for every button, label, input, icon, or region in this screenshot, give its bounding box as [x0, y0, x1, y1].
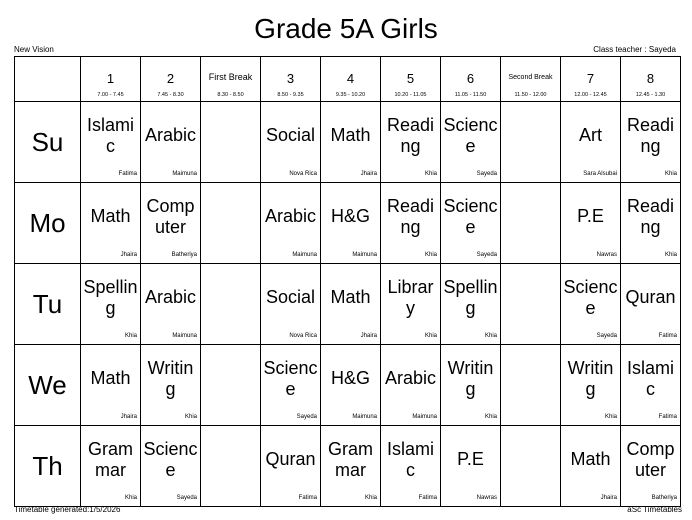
subject-name: Art: [578, 125, 602, 145]
subject-name: Spelling: [83, 276, 138, 318]
subject-name: Science: [443, 195, 498, 237]
period-number: 6: [466, 71, 475, 86]
lesson-cell: [561, 102, 621, 183]
lesson-cell: [321, 264, 381, 345]
subject-name: Social: [265, 287, 316, 307]
page-title: Grade 5A Girls: [254, 13, 438, 44]
teacher-name: Sayeda: [296, 414, 317, 420]
day-row: [15, 183, 681, 264]
school-name: New Vision: [14, 45, 54, 54]
teacher-name: Nawras: [596, 252, 617, 258]
lesson-cell: [441, 102, 501, 183]
break-cell: [201, 102, 261, 183]
lesson-cell: [81, 426, 141, 507]
generated-footer: Timetable generated:1/5/2026: [14, 505, 121, 514]
teacher-name: Sayeda: [596, 333, 617, 339]
teacher-name: Jhaira: [360, 171, 377, 177]
lesson-cell: [261, 183, 321, 264]
day-row: [15, 264, 681, 345]
subject-name: Reading: [386, 195, 435, 237]
teacher-name: Fatima: [298, 495, 317, 501]
subject-name: Science: [443, 114, 498, 156]
subject-name: Quran: [265, 449, 316, 469]
period-time: 12.45 - 1.30: [635, 92, 666, 98]
teacher-name: Maimuna: [352, 414, 377, 420]
lesson-cell: [81, 264, 141, 345]
lesson-cell: [261, 426, 321, 507]
break-cell: [501, 102, 561, 183]
break-cell: [201, 264, 261, 345]
lesson-cell: [321, 426, 381, 507]
subject-name: Arabic: [144, 125, 197, 145]
teacher-name: Maimuna: [172, 333, 197, 339]
lesson-cell: [321, 345, 381, 426]
teacher-name: Sara Alsubai: [583, 171, 617, 177]
teacher-name: Sayeda: [176, 495, 197, 501]
lesson-cell: [561, 264, 621, 345]
subject-name: Science: [143, 438, 198, 480]
lesson-cell: [621, 264, 681, 345]
lesson-cell: [381, 345, 441, 426]
break-cell: [201, 426, 261, 507]
lesson-cell: [141, 345, 201, 426]
lesson-cell: [441, 264, 501, 345]
subject-name: Science: [563, 276, 618, 318]
teacher-name: Nova Rica: [289, 333, 317, 339]
teacher-name: Fatima: [418, 495, 437, 501]
subject-name: Islamic: [386, 438, 434, 480]
subject-name: Quran: [625, 287, 676, 307]
lesson-cell: [141, 426, 201, 507]
teacher-name: Khia: [424, 171, 437, 177]
lesson-cell: [561, 426, 621, 507]
teacher-name: Jhaira: [360, 333, 377, 339]
teacher-name: Khia: [424, 252, 437, 258]
lesson-cell: [261, 264, 321, 345]
subject-name: Writing: [147, 357, 194, 399]
period-header: [321, 57, 381, 102]
period-header: [381, 57, 441, 102]
subject-name: Grammar: [328, 438, 373, 480]
period-time: 10.20 - 11.05: [394, 92, 427, 98]
period-header: [441, 57, 501, 102]
lesson-cell: [441, 426, 501, 507]
subject-name: Library: [387, 276, 434, 318]
lesson-cell: [441, 183, 501, 264]
subject-name: Science: [263, 357, 318, 399]
subject-name: Social: [265, 125, 316, 145]
teacher-name: Batheriya: [651, 495, 677, 501]
software-footer: aSc Timetables: [627, 505, 682, 514]
lesson-cell: [441, 345, 501, 426]
break-cell: [201, 183, 261, 264]
subject-name: Math: [570, 449, 611, 469]
lesson-cell: [621, 183, 681, 264]
lesson-cell: [261, 102, 321, 183]
teacher-name: Khia: [124, 333, 137, 339]
break-cell: [501, 426, 561, 507]
break-cell: [501, 183, 561, 264]
day-label: Tu: [15, 264, 81, 345]
subject-name: P.E: [457, 449, 484, 469]
subject-name: P.E: [577, 206, 604, 226]
subject-name: Computer: [146, 195, 195, 237]
period-number: 8: [646, 71, 655, 86]
teacher-name: Khia: [664, 171, 677, 177]
period-time: 11.05 - 11.50: [454, 92, 487, 98]
teacher-name: Khia: [124, 495, 137, 501]
teacher-name: Maimuna: [352, 252, 377, 258]
subject-name: H&G: [330, 206, 370, 226]
break-cell: [501, 264, 561, 345]
period-header: [561, 57, 621, 102]
teacher-name: Fatima: [658, 333, 677, 339]
subject-name: Spelling: [443, 276, 498, 318]
subject-name: H&G: [330, 368, 370, 388]
break-name: Second Break: [508, 74, 553, 81]
teacher-name: Fatima: [118, 171, 137, 177]
teacher-name: Khia: [664, 252, 677, 258]
subject-name: Math: [330, 125, 371, 145]
break-header: [501, 57, 561, 102]
period-time: 7.00 - 7.45: [97, 92, 124, 98]
period-number: 4: [346, 71, 355, 86]
lesson-cell: [81, 345, 141, 426]
break-cell: [201, 345, 261, 426]
lesson-cell: [621, 345, 681, 426]
teacher-name: Sayeda: [476, 252, 497, 258]
teacher-name: Jhaira: [600, 495, 617, 501]
class-teacher: Class teacher : Sayeda: [593, 45, 676, 54]
period-time: 7.45 - 8.30: [157, 92, 184, 98]
subject-name: Math: [90, 368, 131, 388]
subject-name: Writing: [567, 357, 614, 399]
period-header: [81, 57, 141, 102]
teacher-name: Batheriya: [171, 252, 197, 258]
period-header: [621, 57, 681, 102]
lesson-cell: [81, 183, 141, 264]
teacher-name: Khia: [364, 495, 377, 501]
period-header: [141, 57, 201, 102]
subject-name: Islamic: [86, 114, 134, 156]
period-number: 5: [406, 71, 415, 86]
subject-name: Grammar: [88, 438, 133, 480]
subject-name: Arabic: [264, 206, 317, 226]
lesson-cell: [321, 102, 381, 183]
period-time: 12.00 - 12.45: [574, 92, 607, 98]
corner-cell: [15, 57, 81, 102]
timetable-grid: [14, 56, 681, 507]
period-number: 1: [106, 71, 115, 86]
period-time: 8.30 - 8.50: [217, 92, 244, 98]
subject-name: Reading: [626, 114, 675, 156]
teacher-name: Fatima: [658, 414, 677, 420]
subject-name: Writing: [447, 357, 494, 399]
break-header: [201, 57, 261, 102]
teacher-name: Khia: [604, 414, 617, 420]
period-time: 11.50 - 12.00: [514, 92, 547, 98]
teacher-name: Jhaira: [120, 414, 137, 420]
day-label: Th: [15, 426, 81, 507]
subject-name: Reading: [386, 114, 435, 156]
lesson-cell: [561, 183, 621, 264]
day-label: Su: [15, 102, 81, 183]
lesson-cell: [321, 183, 381, 264]
lesson-cell: [381, 102, 441, 183]
subject-name: Arabic: [144, 287, 197, 307]
lesson-cell: [561, 345, 621, 426]
teacher-name: Nawras: [476, 495, 497, 501]
subject-name: Math: [330, 287, 371, 307]
teacher-name: Maimuna: [292, 252, 317, 258]
teacher-name: Khia: [424, 333, 437, 339]
header-row: [15, 57, 681, 102]
teacher-name: Maimuna: [412, 414, 437, 420]
day-row: [15, 102, 681, 183]
lesson-cell: [141, 102, 201, 183]
day-label: Mo: [15, 183, 81, 264]
teacher-name: Maimuna: [172, 171, 197, 177]
subject-name: Arabic: [384, 368, 437, 388]
day-row: [15, 345, 681, 426]
teacher-name: Khia: [484, 333, 497, 339]
subject-name: Math: [90, 206, 131, 226]
subject-name: Computer: [626, 438, 675, 480]
lesson-cell: [261, 345, 321, 426]
break-name: First Break: [208, 72, 253, 82]
lesson-cell: [381, 264, 441, 345]
teacher-name: Khia: [184, 414, 197, 420]
lesson-cell: [141, 264, 201, 345]
teacher-name: Jhaira: [120, 252, 137, 258]
subject-name: Islamic: [626, 357, 674, 399]
teacher-name: Sayeda: [476, 171, 497, 177]
lesson-cell: [381, 426, 441, 507]
period-time: 8.50 - 9.35: [277, 92, 304, 98]
period-number: 2: [166, 71, 175, 86]
teacher-name: Nova Rica: [289, 171, 317, 177]
period-time: 9.35 - 10.20: [335, 92, 366, 98]
teacher-name: Khia: [484, 414, 497, 420]
lesson-cell: [381, 183, 441, 264]
lesson-cell: [621, 102, 681, 183]
period-number: 7: [586, 71, 595, 86]
lesson-cell: [621, 426, 681, 507]
lesson-cell: [81, 102, 141, 183]
lesson-cell: [141, 183, 201, 264]
break-cell: [501, 345, 561, 426]
day-label: We: [15, 345, 81, 426]
period-header: [261, 57, 321, 102]
subject-name: Reading: [626, 195, 675, 237]
period-number: 3: [286, 71, 295, 86]
day-row: [15, 426, 681, 507]
